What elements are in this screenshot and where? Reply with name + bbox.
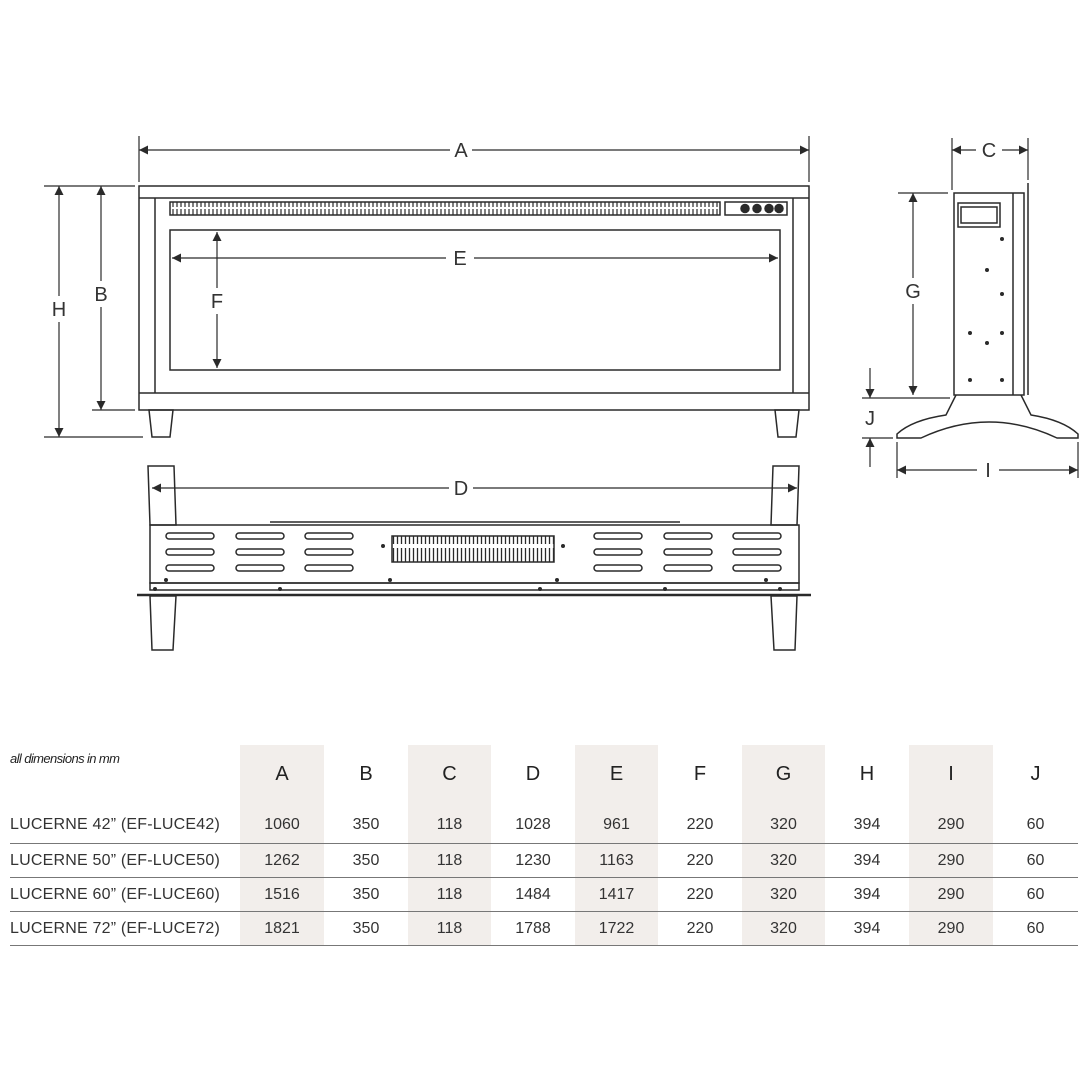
table-row (10, 912, 1078, 946)
glass-panel (170, 230, 780, 370)
top-vent-grille (170, 202, 720, 215)
rear-right-leg-top (771, 466, 799, 525)
dim-label-c: C (981, 140, 997, 162)
column-header: D (525, 762, 541, 785)
model-name: LUCERNE 72” (EF-LUCE72) (10, 912, 240, 946)
table-cell: 118 (408, 912, 491, 946)
units-note: all dimensions in mm (10, 751, 120, 766)
rear-right-leg-bottom (771, 596, 797, 650)
side-stand (897, 395, 1078, 438)
table-cell: 1262 (240, 844, 324, 878)
dim-label-h: H (51, 299, 67, 321)
rear-view (137, 466, 811, 650)
side-view (897, 183, 1078, 438)
table-cell: 60 (993, 803, 1078, 844)
column-header: B (359, 762, 373, 785)
table-cell: 394 (825, 878, 909, 912)
column-header: F (693, 762, 707, 785)
table-row (10, 878, 1078, 912)
rear-vent-grille (392, 536, 554, 562)
table-cell: 220 (658, 912, 742, 946)
table-cell: 220 (658, 878, 742, 912)
table-cell: 1821 (240, 912, 324, 946)
table-cell: 1788 (491, 912, 575, 946)
dim-label-a: A (454, 140, 468, 162)
table-cell: 350 (324, 803, 408, 844)
table-cell: 60 (993, 912, 1078, 946)
control-buttons (725, 202, 787, 215)
dim-label-e: E (453, 248, 467, 270)
column-header: J (1030, 762, 1041, 785)
table-cell: 1722 (575, 912, 658, 946)
table-cell: 290 (909, 878, 993, 912)
dim-label-i: I (985, 460, 991, 482)
column-header: A (240, 745, 324, 803)
column-header: H (859, 762, 875, 785)
model-name: LUCERNE 50” (EF-LUCE50) (10, 844, 240, 878)
column-header: E (575, 745, 658, 803)
dim-label-g: G (905, 281, 921, 303)
right-foot (775, 410, 799, 437)
front-view (139, 186, 809, 437)
table-cell: 1060 (240, 803, 324, 844)
table-cell: 394 (825, 912, 909, 946)
rear-left-leg-bottom (150, 596, 176, 650)
table-cell: 350 (324, 912, 408, 946)
dim-label-f: F (210, 291, 224, 313)
table-cell: 290 (909, 803, 993, 844)
table-cell: 220 (658, 803, 742, 844)
table-cell: 1230 (491, 844, 575, 878)
table-cell: 290 (909, 844, 993, 878)
table-cell: 1163 (575, 844, 658, 878)
model-name: LUCERNE 42” (EF-LUCE42) (10, 803, 240, 844)
column-header: C (408, 745, 491, 803)
table-cell: 320 (742, 878, 825, 912)
table-cell: 350 (324, 844, 408, 878)
table-row (10, 844, 1078, 878)
table-cell: 320 (742, 912, 825, 946)
table-cell: 1516 (240, 878, 324, 912)
table-cell: 394 (825, 803, 909, 844)
table-cell: 60 (993, 844, 1078, 878)
table-header-row (10, 745, 1078, 803)
dim-label-d: D (453, 478, 469, 500)
left-foot (149, 410, 173, 437)
table-cell: 118 (408, 878, 491, 912)
dimensions-table (10, 745, 1078, 946)
column-header: G (742, 745, 825, 803)
table-cell: 60 (993, 878, 1078, 912)
column-header: I (909, 745, 993, 803)
table-cell: 394 (825, 844, 909, 878)
table-cell: 1028 (491, 803, 575, 844)
dim-label-b: B (94, 284, 108, 306)
table-cell: 118 (408, 803, 491, 844)
table-cell: 220 (658, 844, 742, 878)
side-dimensions (862, 138, 1078, 478)
table-cell: 1417 (575, 878, 658, 912)
front-dimensions (44, 136, 809, 437)
table-cell: 1484 (491, 878, 575, 912)
table-cell: 290 (909, 912, 993, 946)
model-name: LUCERNE 60” (EF-LUCE60) (10, 878, 240, 912)
table-cell: 961 (575, 803, 658, 844)
front-outer-frame (139, 186, 809, 410)
rear-left-leg-top (148, 466, 176, 525)
dim-label-j: J (865, 408, 875, 430)
table-cell: 118 (408, 844, 491, 878)
table-cell: 320 (742, 844, 825, 878)
table-cell: 350 (324, 878, 408, 912)
table-cell: 320 (742, 803, 825, 844)
table-row (10, 803, 1078, 844)
